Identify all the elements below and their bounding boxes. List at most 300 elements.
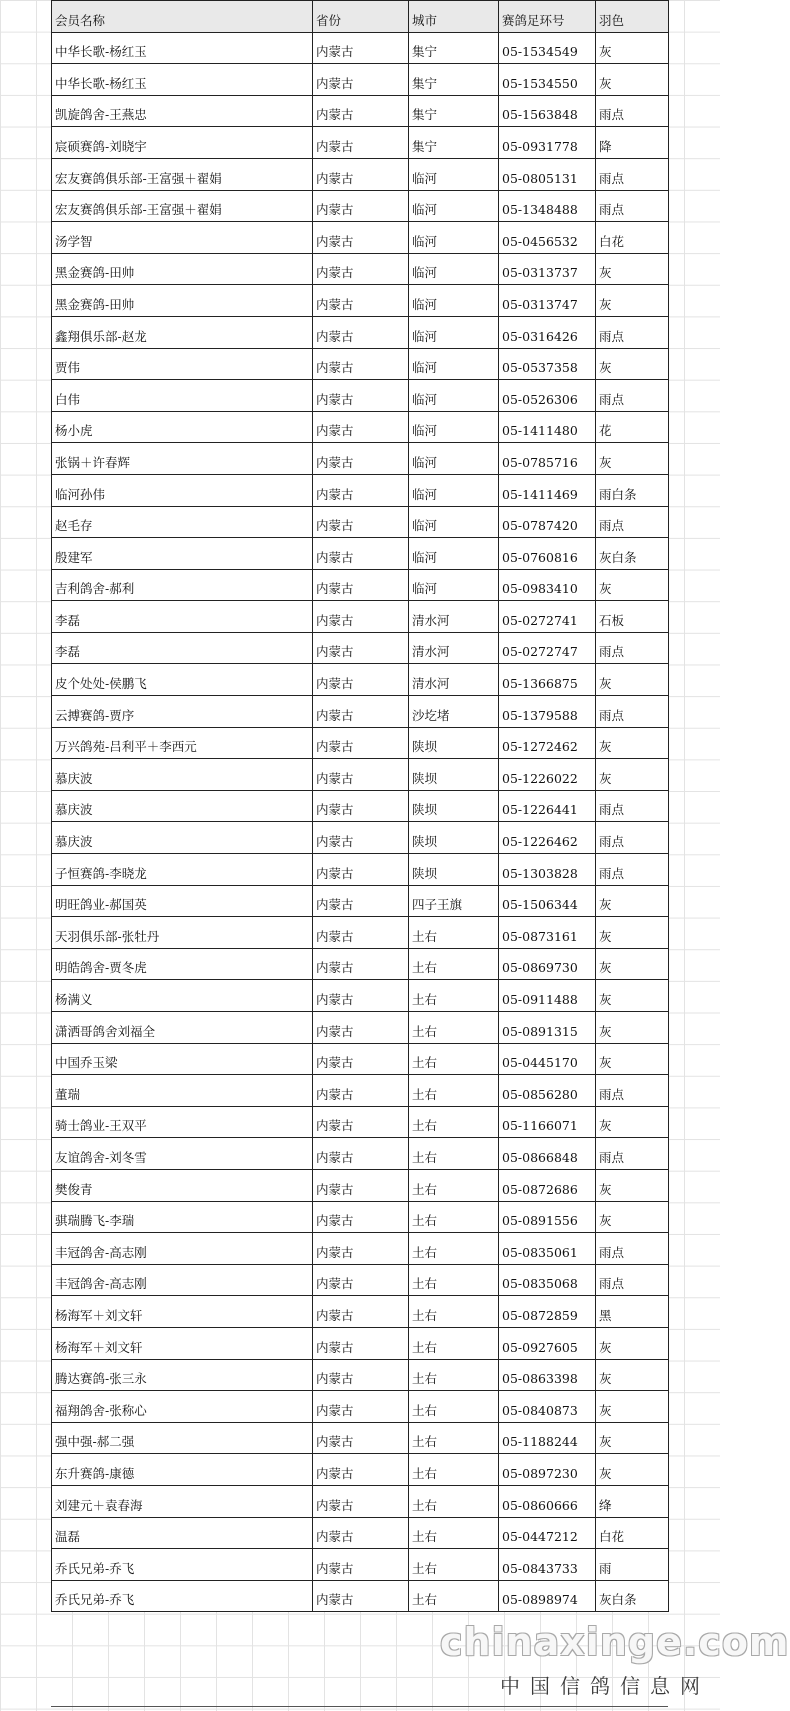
table-row — [52, 1233, 669, 1265]
table-row — [52, 1264, 669, 1296]
feather-color-cell — [596, 917, 669, 949]
city-cell — [409, 1201, 499, 1233]
cell-text: 土右 — [412, 1023, 438, 1039]
cell-text: 清水河 — [412, 644, 450, 660]
member-name-cell — [52, 1327, 313, 1359]
cell-text: 05-1166071 — [502, 1118, 578, 1134]
table-row — [52, 759, 669, 791]
cell-text: 内蒙古 — [316, 265, 354, 281]
cell-text: 灰 — [599, 265, 612, 281]
cell-text: 宸硕赛鸽-刘晓宇 — [55, 138, 147, 154]
watermark-site-name: 中国信鸽信息网 — [500, 1674, 710, 1698]
city-cell — [409, 285, 499, 317]
cell-text: 05-0456532 — [502, 233, 578, 249]
cell-text: 05-1188244 — [502, 1434, 578, 1450]
member-name-cell — [52, 285, 313, 317]
cell-text: 灰 — [599, 581, 612, 597]
feather-color-cell — [596, 854, 669, 886]
table-row — [52, 538, 669, 570]
cell-text: 温磊 — [55, 1529, 81, 1545]
cell-text: 土右 — [412, 1181, 438, 1197]
ring-number-cell — [499, 32, 596, 64]
cell-text: 集宁 — [412, 107, 438, 123]
member-name-cell — [52, 664, 313, 696]
cell-text: 中华长歌-杨红玉 — [55, 75, 147, 91]
member-table-container — [51, 0, 668, 1612]
cell-text: 黑 — [599, 1307, 612, 1323]
cell-text: 雨 — [599, 1560, 612, 1576]
member-name-cell — [52, 1359, 313, 1391]
table-row — [52, 380, 669, 412]
table-row — [52, 696, 669, 728]
cell-text: 灰 — [599, 770, 612, 786]
province-cell — [313, 285, 409, 317]
province-cell — [313, 1391, 409, 1423]
member-name-cell — [52, 538, 313, 570]
cell-text: 临河 — [412, 518, 438, 534]
member-name-cell — [52, 601, 313, 633]
cell-text: 内蒙古 — [316, 1213, 354, 1229]
cell-text: 丰冠鸽舍-高志刚 — [55, 1244, 147, 1260]
member-name-cell — [52, 1138, 313, 1170]
feather-color-cell — [596, 1012, 669, 1044]
feather-color-cell — [596, 64, 669, 96]
cell-text: 05-1563848 — [502, 107, 578, 123]
cell-text: 雨点 — [599, 865, 625, 881]
cell-text: 雨点 — [599, 202, 625, 218]
table-row — [52, 316, 669, 348]
cell-text: 潇洒哥鸽舍刘福全 — [55, 1023, 156, 1039]
table-row — [52, 222, 669, 254]
ring-number-cell — [499, 411, 596, 443]
cell-text: 内蒙古 — [316, 233, 354, 249]
ring-number-cell — [499, 664, 596, 696]
cell-text: 内蒙古 — [316, 865, 354, 881]
city-cell — [409, 1043, 499, 1075]
ring-number-cell — [499, 1233, 596, 1265]
province-cell — [313, 127, 409, 159]
table-row — [52, 885, 669, 917]
city-cell — [409, 95, 499, 127]
province-cell — [313, 696, 409, 728]
cell-text: 内蒙古 — [316, 644, 354, 660]
cell-text: 05-0272747 — [502, 644, 578, 660]
province-cell — [313, 1580, 409, 1612]
table-row — [52, 601, 669, 633]
cell-text: 土右 — [412, 1339, 438, 1355]
member-name-cell — [52, 1233, 313, 1265]
watermark-domain: chinaxinge.com — [440, 1620, 790, 1664]
table-row — [52, 411, 669, 443]
province-cell — [313, 64, 409, 96]
city-cell — [409, 1264, 499, 1296]
cell-text: 05-0787420 — [502, 518, 578, 534]
feather-color-cell — [596, 1296, 669, 1328]
cell-text: 雨点 — [599, 518, 625, 534]
feather-color-cell — [596, 348, 669, 380]
province-cell — [313, 1075, 409, 1107]
table-row — [52, 790, 669, 822]
table-row — [52, 474, 669, 506]
member-name-cell — [52, 1296, 313, 1328]
province-cell — [313, 1169, 409, 1201]
cell-text: 内蒙古 — [316, 1497, 354, 1513]
cell-text: 灰 — [599, 454, 612, 470]
table-row — [52, 1327, 669, 1359]
cell-text: 灰 — [599, 1213, 612, 1229]
member-name-cell — [52, 190, 313, 222]
member-name-cell — [52, 32, 313, 64]
cell-text: 05-0860666 — [502, 1497, 578, 1513]
feather-color-cell — [596, 1454, 669, 1486]
cell-text: 雨点 — [599, 328, 625, 344]
city-cell — [409, 1233, 499, 1265]
feather-color-cell — [596, 95, 669, 127]
cell-text: 骑士鸽业-王双平 — [55, 1118, 147, 1134]
cell-text: 集宁 — [412, 138, 438, 154]
table-row — [52, 443, 669, 475]
feather-color-cell — [596, 316, 669, 348]
table-row — [52, 95, 669, 127]
feather-color-cell — [596, 285, 669, 317]
city-cell — [409, 64, 499, 96]
member-name-cell — [52, 158, 313, 190]
feather-color-cell — [596, 885, 669, 917]
province-cell — [313, 316, 409, 348]
member-name-cell — [52, 253, 313, 285]
cell-text: 内蒙古 — [316, 107, 354, 123]
ring-number-cell — [499, 506, 596, 538]
member-name-cell — [52, 1264, 313, 1296]
feather-color-cell — [596, 1391, 669, 1423]
province-cell — [313, 1485, 409, 1517]
cell-text: 万兴鸽苑-吕利平＋李西元 — [55, 739, 197, 755]
feather-color-cell — [596, 727, 669, 759]
cell-text: 临河 — [412, 265, 438, 281]
cell-text: 土右 — [412, 1149, 438, 1165]
feather-color-cell — [596, 1138, 669, 1170]
city-cell — [409, 917, 499, 949]
feather-color-cell — [596, 1485, 669, 1517]
member-name-cell — [52, 885, 313, 917]
cell-text: 腾达赛鸽-张三永 — [55, 1371, 147, 1387]
city-cell — [409, 380, 499, 412]
cell-text: 雨点 — [599, 1276, 625, 1292]
cell-text: 05-0447212 — [502, 1529, 578, 1545]
province-cell — [313, 348, 409, 380]
feather-color-cell — [596, 1580, 669, 1612]
cell-text: 灰 — [599, 44, 612, 60]
table-row — [52, 1422, 669, 1454]
cell-text: 雨点 — [599, 391, 625, 407]
feather-color-cell — [596, 1169, 669, 1201]
cell-text: 土右 — [412, 1086, 438, 1102]
table-row — [52, 1012, 669, 1044]
table-row — [52, 1106, 669, 1138]
member-name-cell — [52, 854, 313, 886]
cell-text: 05-0526306 — [502, 391, 578, 407]
cell-text: 灰 — [599, 928, 612, 944]
city-cell — [409, 980, 499, 1012]
cell-text: 绛 — [599, 1497, 612, 1513]
cell-text: 05-1506344 — [502, 897, 578, 913]
member-name-cell — [52, 632, 313, 664]
table-row — [52, 632, 669, 664]
cell-text: 土右 — [412, 928, 438, 944]
cell-text: 05-0891556 — [502, 1213, 578, 1229]
city-cell — [409, 1485, 499, 1517]
cell-text: 05-1226022 — [502, 770, 578, 786]
cell-text: 灰 — [599, 360, 612, 376]
cell-text: 内蒙古 — [316, 1055, 354, 1071]
feather-color-cell — [596, 1422, 669, 1454]
city-cell — [409, 885, 499, 917]
member-name-cell — [52, 64, 313, 96]
ring-number-cell — [499, 569, 596, 601]
feather-color-cell — [596, 1549, 669, 1581]
ring-number-cell — [499, 1043, 596, 1075]
table-row — [52, 1169, 669, 1201]
feather-color-cell — [596, 127, 669, 159]
cell-text: 05-0537358 — [502, 360, 578, 376]
table-row — [52, 64, 669, 96]
cell-text: 灰 — [599, 1402, 612, 1418]
cell-text: 临河 — [412, 454, 438, 470]
table-row — [52, 854, 669, 886]
cell-text: 丰冠鸽舍-高志刚 — [55, 1276, 147, 1292]
city-cell — [409, 790, 499, 822]
member-name-cell — [52, 443, 313, 475]
feather-color-cell — [596, 696, 669, 728]
cell-text: 05-0840873 — [502, 1402, 578, 1418]
cell-text: 陕坝 — [412, 865, 438, 881]
cell-text: 内蒙古 — [316, 486, 354, 502]
cell-text: 集宁 — [412, 44, 438, 60]
city-cell — [409, 316, 499, 348]
member-name-cell — [52, 1075, 313, 1107]
cell-text: 05-1348488 — [502, 202, 578, 218]
ring-number-cell — [499, 1517, 596, 1549]
member-name-cell — [52, 1169, 313, 1201]
table-row — [52, 127, 669, 159]
province-cell — [313, 32, 409, 64]
table-row — [52, 1359, 669, 1391]
table-row — [52, 1517, 669, 1549]
member-name-cell — [52, 917, 313, 949]
feather-color-cell — [596, 569, 669, 601]
feather-color-cell — [596, 1264, 669, 1296]
ring-number-cell — [499, 1296, 596, 1328]
cell-text: 05-0897230 — [502, 1465, 578, 1481]
ring-number-cell — [499, 190, 596, 222]
province-cell — [313, 190, 409, 222]
ring-number-cell — [499, 474, 596, 506]
cell-text: 内蒙古 — [316, 360, 354, 376]
member-name-cell — [52, 1012, 313, 1044]
ring-number-cell — [499, 1012, 596, 1044]
city-cell — [409, 443, 499, 475]
feather-color-cell — [596, 380, 669, 412]
feather-color-cell — [596, 506, 669, 538]
ring-number-cell — [499, 1359, 596, 1391]
city-cell — [409, 1454, 499, 1486]
cell-text: 05-0983410 — [502, 581, 578, 597]
table-row — [52, 1485, 669, 1517]
cell-text: 05-1226462 — [502, 834, 578, 850]
cell-text: 福翔鸽舍-张称心 — [55, 1402, 147, 1418]
cell-text: 灰 — [599, 1434, 612, 1450]
cell-text: 05-0272741 — [502, 612, 578, 628]
ring-number-cell — [499, 885, 596, 917]
province-cell — [313, 1138, 409, 1170]
cell-text: 集宁 — [412, 75, 438, 91]
province-cell — [313, 1517, 409, 1549]
cell-text: 灰 — [599, 1181, 612, 1197]
cell-text: 明旺鸽业-郝国英 — [55, 897, 147, 913]
cell-text: 内蒙古 — [316, 170, 354, 186]
province-cell — [313, 1201, 409, 1233]
cell-text: 云搏赛鸽-贾序 — [55, 707, 135, 723]
member-name-cell — [52, 316, 313, 348]
cell-text: 刘建元＋袁春海 — [55, 1497, 143, 1513]
cell-text: 明皓鸽舍-贾冬虎 — [55, 960, 147, 976]
cell-text: 05-0866848 — [502, 1149, 578, 1165]
cell-text: 土右 — [412, 1213, 438, 1229]
cell-text: 土右 — [412, 1465, 438, 1481]
city-cell — [409, 1517, 499, 1549]
cell-text: 内蒙古 — [316, 1339, 354, 1355]
cell-text: 05-1366875 — [502, 676, 578, 692]
province-cell — [313, 1359, 409, 1391]
ring-number-cell — [499, 1422, 596, 1454]
member-name-cell — [52, 506, 313, 538]
city-cell — [409, 1422, 499, 1454]
cell-text: 土右 — [412, 1371, 438, 1387]
ring-number-cell — [499, 1391, 596, 1423]
cell-text: 白伟 — [55, 391, 81, 407]
cell-text: 土右 — [412, 1529, 438, 1545]
province-cell — [313, 1106, 409, 1138]
member-name-cell — [52, 948, 313, 980]
city-cell — [409, 1138, 499, 1170]
cell-text: 贾伟 — [55, 360, 81, 376]
province-cell — [313, 1296, 409, 1328]
ring-number-cell — [499, 443, 596, 475]
cell-text: 土右 — [412, 1434, 438, 1450]
feather-color-cell — [596, 822, 669, 854]
cell-text: 灰 — [599, 75, 612, 91]
city-cell — [409, 222, 499, 254]
cell-text: 05-1303828 — [502, 865, 578, 881]
table-row — [52, 190, 669, 222]
cell-text: 内蒙古 — [316, 802, 354, 818]
cell-text: 灰 — [599, 676, 612, 692]
city-cell — [409, 1075, 499, 1107]
member-name-cell — [52, 980, 313, 1012]
member-name-cell — [52, 1485, 313, 1517]
cell-text: 临河 — [412, 233, 438, 249]
table-row — [52, 1201, 669, 1233]
city-cell — [409, 1391, 499, 1423]
feather-color-cell — [596, 1517, 669, 1549]
feather-color-cell — [596, 411, 669, 443]
cell-text: 雨点 — [599, 1149, 625, 1165]
feather-color-cell — [596, 1327, 669, 1359]
cell-text: 凯旋鸽舍-王燕忠 — [55, 107, 147, 123]
member-name-cell — [52, 1580, 313, 1612]
city-cell — [409, 601, 499, 633]
cell-text: 雨点 — [599, 107, 625, 123]
cell-text: 陕坝 — [412, 770, 438, 786]
member-name-cell — [52, 1043, 313, 1075]
ring-number-cell — [499, 1485, 596, 1517]
cell-text: 内蒙古 — [316, 1560, 354, 1576]
cell-text: 05-0785716 — [502, 454, 578, 470]
cell-text: 宏友赛鸽俱乐部-王富强＋翟娟 — [55, 202, 222, 218]
feather-color-cell — [596, 32, 669, 64]
cell-text: 内蒙古 — [316, 423, 354, 439]
cell-text: 降 — [599, 138, 612, 154]
ring-number-cell — [499, 1106, 596, 1138]
cell-text: 05-1226441 — [502, 802, 578, 818]
feather-color-cell — [596, 538, 669, 570]
province-cell — [313, 158, 409, 190]
member-name-cell — [52, 1391, 313, 1423]
header-label: 省份 — [316, 12, 342, 28]
cell-text: 土右 — [412, 960, 438, 976]
feather-color-cell — [596, 1043, 669, 1075]
city-header — [409, 1, 499, 33]
cell-text: 内蒙古 — [316, 1529, 354, 1545]
ring-number-cell — [499, 1454, 596, 1486]
ring-number-cell — [499, 1264, 596, 1296]
cell-text: 内蒙古 — [316, 739, 354, 755]
city-cell — [409, 696, 499, 728]
cell-text: 05-0856280 — [502, 1086, 578, 1102]
cell-text: 灰 — [599, 1371, 612, 1387]
province-cell — [313, 411, 409, 443]
province-cell — [313, 1233, 409, 1265]
city-cell — [409, 664, 499, 696]
cell-text: 灰 — [599, 1465, 612, 1481]
city-cell — [409, 474, 499, 506]
cell-text: 杨满义 — [55, 992, 93, 1007]
city-cell — [409, 1549, 499, 1581]
province-cell — [313, 822, 409, 854]
cell-text: 土右 — [412, 1307, 438, 1323]
cell-text: 友谊鸽舍-刘冬雪 — [55, 1149, 147, 1165]
cell-text: 05-0805131 — [502, 170, 578, 186]
city-cell — [409, 1106, 499, 1138]
city-cell — [409, 1012, 499, 1044]
city-cell — [409, 127, 499, 159]
ring-number-cell — [499, 1580, 596, 1612]
city-cell — [409, 32, 499, 64]
cell-text: 黑金赛鸽-田帅 — [55, 296, 135, 312]
cell-text: 05-1534549 — [502, 44, 578, 60]
province-cell — [313, 1549, 409, 1581]
province-cell — [313, 632, 409, 664]
cell-text: 土右 — [412, 1560, 438, 1576]
member-name-cell — [52, 1106, 313, 1138]
feather-color-cell — [596, 1233, 669, 1265]
cell-text: 东升赛鸽-康德 — [55, 1465, 135, 1481]
ring-number-cell — [499, 1169, 596, 1201]
cell-text: 内蒙古 — [316, 1276, 354, 1292]
feather-color-cell — [596, 1075, 669, 1107]
table-row — [52, 664, 669, 696]
ring-number-cell — [499, 285, 596, 317]
